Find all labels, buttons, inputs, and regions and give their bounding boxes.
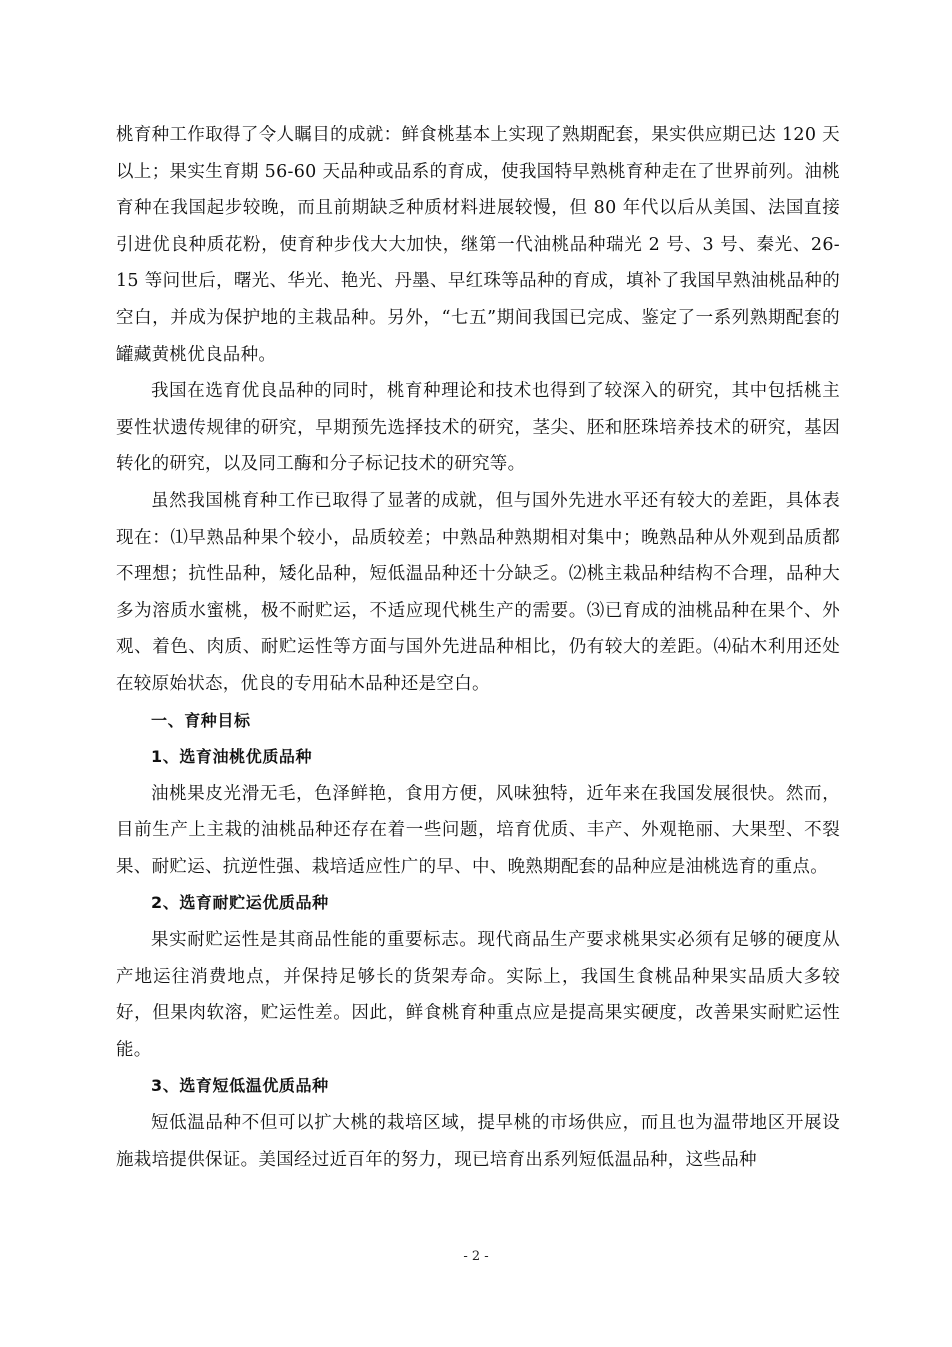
subheading-storage-varieties: 2、选育耐贮运优质品种 — [151, 893, 329, 913]
paragraph-low-chill-varieties: 短低温品种不但可以扩大桃的栽培区域，提早桃的市场供应，而且也为温带地区开展设施栽培提供保证。美国经过近百年的努力，现已培育出系列短低温品种，这些品种 — [116, 1113, 840, 1170]
paragraph-nectarine-varieties: 油桃果皮光滑无毛，色泽鲜艳，食用方便，风味独特，近年来在我国发展很快。然而，目前生产上主栽的油桃品种还存在着一些问题，培育优质、丰产、外观艳丽、大果型、不裂果、耐贮运、抗逆性强、栽培适应性广的早、中、晚熟期配套的品种应是油桃选育的重点。 — [116, 783, 840, 877]
paragraph-peach-breeding-achievements: 桃育种工作取得了令人瞩目的成就：鲜食桃基本上实现了熟期配套，果实供应期已达 120 天以上；果实生育期 56-60 天品种或品系的育成，使我国特早熟桃育种走在了世界前列。油桃育种在我国起步较晚，而且前期缺乏种质材料进展较慢，但 80 年代以后从美国、法国直接引进优良种质花粉，使育种步伐大大加快，继第一代油桃品种瑞光 2 号、3 号、秦光、26-15 等问世后，曙光、华光、艳光、丹墨、早红珠等品种的育成，填补了我国早熟油桃品种的空白，并成为保护地的主栽品种。另外，“七五”期间我国已完成、鉴定了一系列熟期配套的罐藏黄桃优良品种。 — [116, 125, 840, 365]
section-heading-breeding-goals: 一、育种目标 — [151, 710, 251, 730]
paragraph-storage-varieties: 果实耐贮运性是其商品性能的重要标志。现代商品生产要求桃果实必须有足够的硬度从产地运往消费地点，并保持足够长的货架寿命。实际上，我国生食桃品种果实品质大多较好，但果肉软溶，贮运性差。因此，鲜食桃育种重点应是提高果实硬度，改善果实耐贮运性能。 — [116, 930, 840, 1060]
paragraph-gap-with-foreign-level: 虽然我国桃育种工作已取得了显著的成就，但与国外先进水平还有较大的差距，具体表现在：⑴早熟品种果个较小，品质较差；中熟品种熟期相对集中；晚熟品种从外观到品质都不理想；抗性品种，矮化品种，短低温品种还十分缺乏。⑵桃主栽品种结构不合理，品种大多为溶质水蜜桃，极不耐贮运，不适应现代桃生产的需要。⑶已育成的油桃品种在果个、外观、着色、肉质、耐贮运性等方面与国外先进品种相比，仍有较大的差距。⑷砧木利用还处在较原始状态，优良的专用砧木品种还是空白。 — [116, 490, 840, 694]
subheading-nectarine-varieties: 1、选育油桃优质品种 — [151, 747, 313, 767]
subheading-low-chill-varieties: 3、选育短低温优质品种 — [151, 1076, 329, 1096]
page-number: - 2 - — [463, 1249, 489, 1264]
paragraph-breeding-theory-research: 我国在选育优良品种的同时，桃育种理论和技术也得到了较深入的研究，其中包括桃主要性状遗传规律的研究，早期预先选择技术的研究，茎尖、胚和胚珠培养技术的研究，基因转化的研究，以及同工酶和分子标记技术的研究等。 — [116, 381, 840, 475]
